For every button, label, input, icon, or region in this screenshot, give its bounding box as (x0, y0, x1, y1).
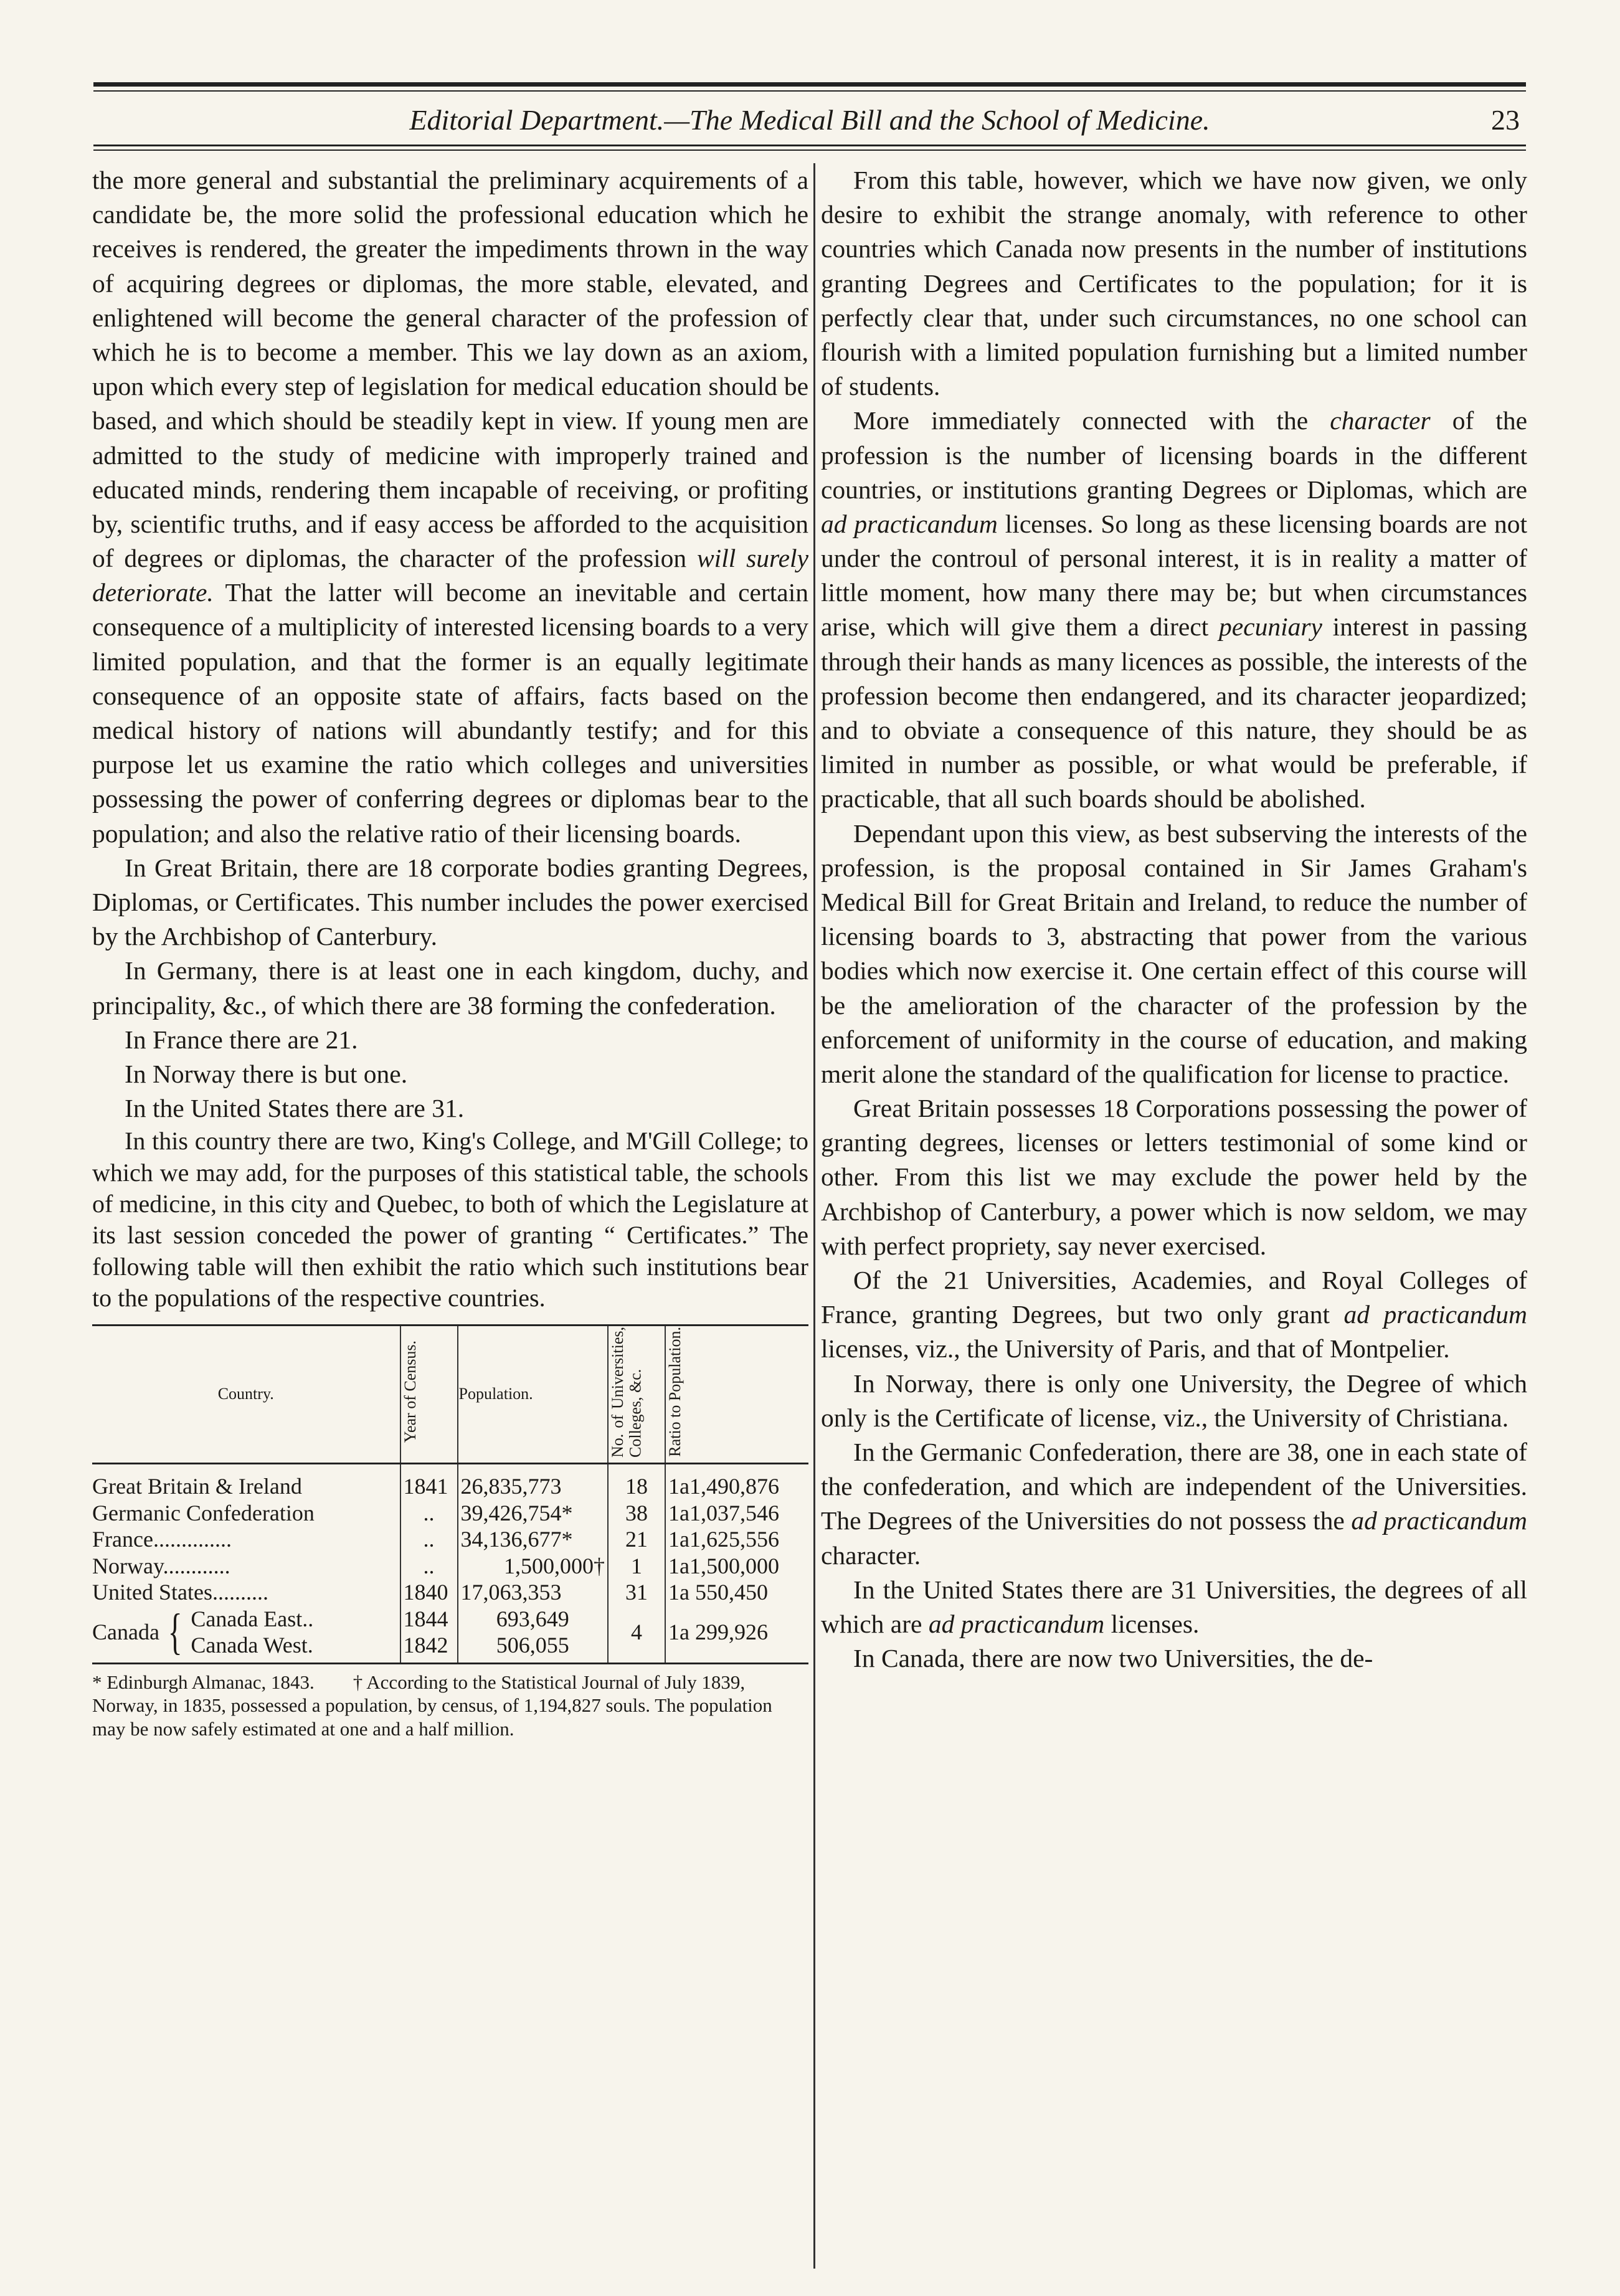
paragraph: Of the 21 Universities, Academies, and Royal Colleges of France, granting Degrees, but two only grant ad practicandum licenses, viz., the University of Paris, and that of Montpelier. (821, 1266, 1527, 1364)
paragraph: In this country there are two, King's College, and M'Gill College; to which we may add, for the purposes of this statistical table, the schools of medicine, in this city and Quebec, to both of which the Legislature at its last session conceded the power of granting “ Certificates.” The following table will then exhibit the ratio which such institutions bear to the populations of the respective countries. (92, 1127, 808, 1312)
table-row: Great Britain & Ireland 1841 26,835,773 18 1a1,490,876 (92, 1464, 808, 1500)
emphasis: will surely deteriorate. (92, 544, 809, 607)
emphasis: character (1330, 406, 1431, 435)
small-print-block (92, 1126, 808, 1314)
top-rule-thick (93, 82, 1526, 87)
header-year: Year of Census. (400, 1325, 458, 1464)
emphasis: ad practicandum (928, 1609, 1105, 1638)
header-population: Population. (458, 1325, 609, 1464)
footnote: * Edinburgh Almanac, 1843. † According to the Statistical Journal of July 1839, Norway, in 1835, possessed a population, by census, of 1,194,827 souls. The population may be now safely estimated at one and a half million. (92, 1671, 772, 1740)
table-header-row (92, 1325, 808, 1464)
page-number: 23 (1491, 104, 1520, 136)
table-row: Norway............ .. 1,500,000† 1 1a1,500,000 (92, 1553, 808, 1579)
statistics-table (92, 1324, 808, 1664)
paragraph: In the Germanic Confederation, there are 38, one in each state of the confederation, and which are independent of the Universities. The Degrees of the Universities do not possess the ad practicandum character. (821, 1437, 1527, 1570)
column-divider (813, 163, 815, 2269)
page-title: Editorial Department.—The Medical Bill and the School of Medicine. (409, 104, 1210, 136)
paragraph: In the United States there are 31. (125, 1094, 465, 1123)
table-row: Germanic Confederation .. 39,426,754* 38 1a1,037,546 (92, 1500, 808, 1526)
header-ratio: Ratio to Population. (665, 1325, 808, 1464)
header-rule-lower (93, 149, 1526, 151)
paragraph: More immediately connected with the character of the profession is the number of licensing boards in the different countries, or institutions granting Degrees or Diplomas, which are ad practicandum licenses. So long as these licensing boards are not under the controul of personal interest, it is in reality a matter of little moment, how many there may be; but when circumstances arise, which will give them a direct pecuniary interest in passing through their hands as many licences as possible, the interests of the profession become then endangered, and its character jeopardized; and to obviate a consequence of this nature, they should be as limited in number as possible, or what would be preferable, if practicable, that all such boards should be abolished. (821, 406, 1528, 814)
paragraph: From this table, however, which we have now given, we only desire to exhibit the strange anomaly, with reference to other countries which Canada now presents in the number of institutions granting Degrees and Certificates to the population; for it is perfectly clear that, under such circumstances, no one school can flourish with a limited population furnishing but a limited number of students. (821, 166, 1527, 401)
paragraph: In Norway, there is only one University, the Degree of which only is the Certificate of license, viz., the University of Christiana. (821, 1369, 1527, 1432)
header-rule-upper (93, 145, 1526, 146)
paragraph: Great Britain possesses 18 Corporations possessing the power of granting degrees, licenses or letters testimonial of some kind or other. From this list we may exclude the power held by the Archbishop of Canterbury, a power which is now seldom, we may with perfect propriety, say never exercised. (821, 1094, 1527, 1260)
table-footnotes (92, 1671, 808, 1741)
emphasis: ad practicandum (1351, 1506, 1527, 1535)
paragraph: In Great Britain, there are 18 corporate bodies granting Degrees, Diplomas, or Certificates. This number includes the power exercised by the Archbishop of Canterbury. (92, 853, 808, 951)
running-header (93, 98, 1526, 142)
emphasis: ad practicandum (1343, 1300, 1527, 1329)
emphasis: ad practicandum (821, 509, 998, 538)
left-column (92, 163, 808, 1741)
emphasis: pecuniary (1219, 612, 1322, 642)
header-institutions: No. of Universities, Colleges, &c. (608, 1325, 665, 1464)
header-country: Country. (92, 1325, 400, 1464)
paragraph: In Germany, there is at least one in each kingdom, duchy, and principality, &c., of which there are 38 forming the confederation. (92, 956, 808, 1020)
paragraph: In Canada, there are now two Universities, the de- (853, 1644, 1373, 1673)
paragraph: the more general and substantial the preliminary acquirements of a candidate be, the more solid the professional education which he receives is rendered, the greater the impediments thrown in the way of acquiring degrees or diplomas, the more stable, elevated, and enlightened will become the general character of the profession of which he is to become a member. This we lay down as an axiom, upon which every step of legislation for medical education should be based, and which should be steadily kept in view. If young men are admitted to the study of medicine with improperly trained and educated minds, rendering them incapable of receiving, or profiting by, scientific truths, and if easy access be afforded to the acquisition of degrees or diplomas, the character of the profession will surely deteriorate. That the latter will become an inevitable and certain consequence of a multiplicity of interested licensing boards to a very limited population, and that the former is an equally legitimate consequence of an opposite state of affairs, facts based on the medical history of nations will abundantly testify; and for this purpose let us examine the ratio which colleges and universities possessing the power of conferring degrees or diplomas bear to the population; and also the relative ratio of their licensing boards. (92, 166, 809, 848)
canada-label: Canada (92, 1619, 159, 1644)
paragraph: Dependant upon this view, as best subserving the interests of the profession, is the proposal contained in Sir James Graham's Medical Bill for Great Britain and Ireland, to reduce the number of licensing boards to 3, abstracting that power from the various bodies which now exercise it. One certain effect of this course will be the amelioration of the character of the profession by the enforcement of uniformity in the course of education, and making merit alone the standard of the qualification for license to practice. (821, 818, 1527, 1088)
table-row-canada: Canada { Canada East.. Canada West. 1844 1842 693,649 506,055 4 1a 299,926 (92, 1606, 808, 1663)
paragraph: In Norway there is but one. (125, 1059, 408, 1088)
table-row: France.............. .. 34,136,677* 21 1a1,625,556 (92, 1526, 808, 1552)
brace: { (168, 1605, 182, 1660)
top-rule-thin (93, 90, 1526, 92)
paragraph: In the United States there are 31 Universities, the degrees of all which are ad practicandum licenses. (821, 1575, 1527, 1638)
right-column (821, 163, 1527, 1676)
table-row: United States.......... 1840 17,063,353 31 1a 550,450 (92, 1579, 808, 1605)
paragraph: In France there are 21. (125, 1025, 358, 1054)
